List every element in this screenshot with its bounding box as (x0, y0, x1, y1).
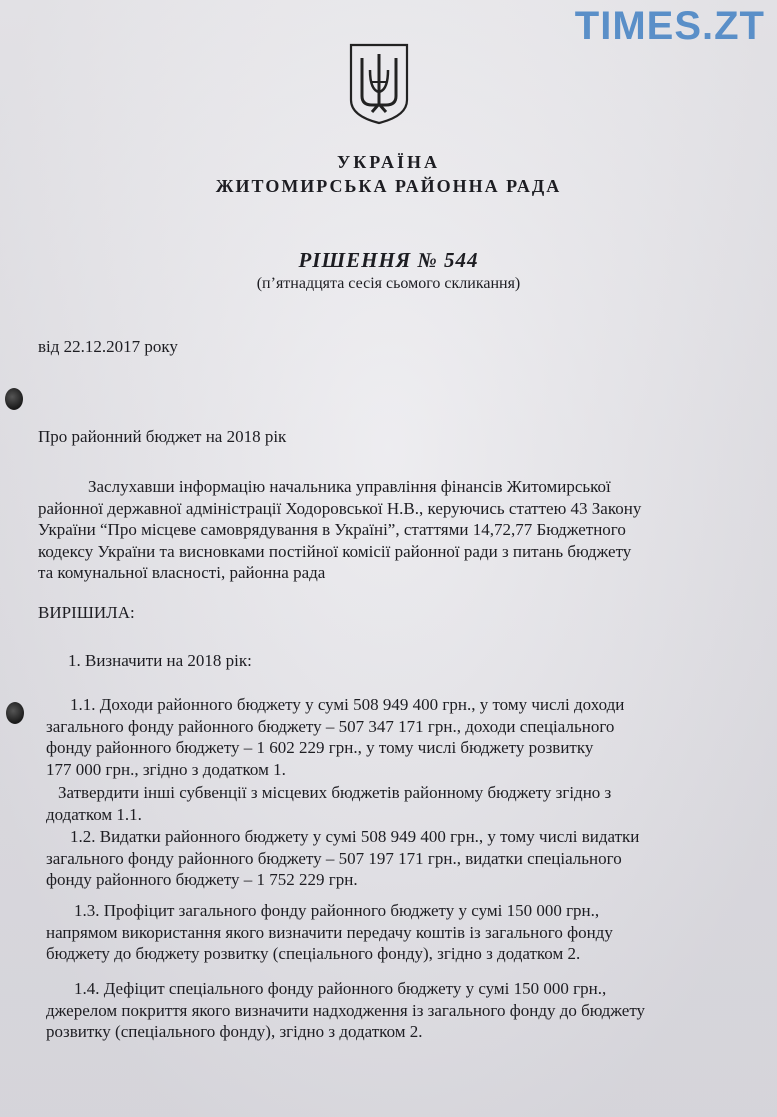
punch-hole (6, 702, 24, 724)
paragraph-1-1 (46, 694, 736, 780)
paragraph-line: 1.4. Дефіцит спеціального фонду районного бюджету у сумі 150 000 грн., (74, 979, 607, 998)
resolved-heading: ВИРІШИЛА: (38, 603, 135, 622)
paragraph-line: розвитку (спеціального фонду), згідно з додатком 2. (46, 1022, 423, 1041)
coat-of-arms-icon (348, 42, 410, 126)
preamble-line: Заслухавши інформацію начальника управління фінансів Житомирської (88, 477, 611, 496)
decision-title: РІШЕННЯ № 544 (298, 248, 479, 272)
paragraph-1-3 (46, 900, 736, 965)
punch-hole (5, 388, 23, 410)
paragraph-1-2 (46, 826, 736, 891)
decision-date: від 22.12.2017 року (38, 337, 178, 356)
paragraph-1-4 (46, 978, 736, 1043)
paragraph-line: фонду районного бюджету – 1 752 229 грн. (46, 870, 358, 889)
paragraph-1-1-extra (46, 782, 736, 825)
paragraph-line: бюджету до бюджету розвитку (спеціального фонду), згідно з додатком 2. (46, 944, 581, 963)
preamble-line: кодексу України та висновками постійної комісії районної ради з питань бюджету (38, 541, 632, 561)
paragraph-line: 177 000 грн., згідно з додатком 1. (46, 759, 286, 779)
paragraph-line: Затвердити інші субвенції з місцевих бюджетів районному бюджету згідно з (58, 783, 612, 802)
preamble-paragraph (38, 476, 728, 584)
paragraph-line: додатком 1.1. (46, 804, 142, 824)
paragraph-line: фонду районного бюджету – 1 602 229 грн., у тому числі бюджету розвитку (46, 738, 594, 757)
paragraph-line: 1.2. Видатки районного бюджету у сумі 508 949 400 грн., у тому числі видатки (70, 827, 640, 846)
country-heading: УКРАЇНА (337, 152, 440, 172)
item-1: 1. Визначити на 2018 рік: (68, 651, 252, 670)
paragraph-line: загального фонду районного бюджету – 507 347 171 грн., доходи спеціального (46, 716, 615, 736)
paragraph-line: джерелом покриття якого визначити надходження із загального фонду до бюджету (46, 1000, 646, 1020)
session-subtitle: (п’ятнадцята сесія сьомого скликання) (256, 275, 521, 292)
council-heading: ЖИТОМИРСЬКА РАЙОННА РАДА (215, 176, 562, 196)
paragraph-line: 1.3. Профіцит загального фонду районного бюджету у сумі 150 000 грн., (74, 901, 600, 920)
decision-subject: Про районний бюджет на 2018 рік (38, 427, 287, 446)
preamble-line: районної державної адміністрації Ходоровської Н.В., керуючись статтею 43 Закону (38, 498, 642, 518)
paragraph-line: напрямом використання якого визначити передачу коштів із загального фонду (46, 922, 613, 942)
paragraph-line: 1.1. Доходи районного бюджету у сумі 508 949 400 грн., у тому числі доходи (70, 695, 625, 714)
site-watermark: TIMES.ZT (574, 4, 765, 48)
preamble-line: та комунальної власності, районна рада (38, 563, 326, 582)
paragraph-line: загального фонду районного бюджету – 507 197 171 грн., видатки спеціального (46, 848, 622, 868)
preamble-line: України “Про місцеве самоврядування в Україні”, статтями 14,72,77 Бюджетного (38, 520, 626, 539)
